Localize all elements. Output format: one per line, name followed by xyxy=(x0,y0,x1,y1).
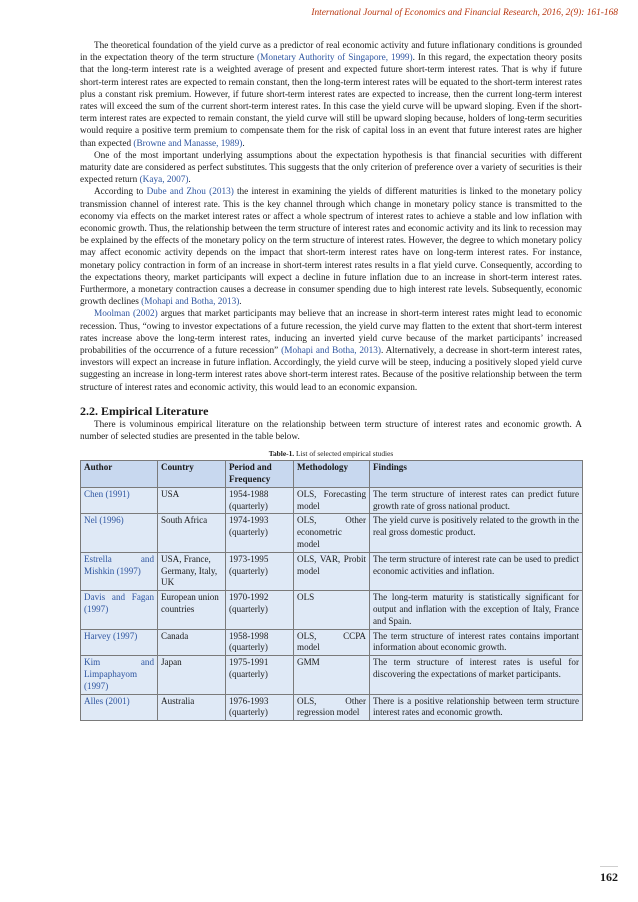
paragraph-expectation-theory xyxy=(80,40,582,150)
table-row xyxy=(81,629,583,656)
citation-link[interactable]: (Browne and Manasse, 1989) xyxy=(133,138,243,149)
text: argues that market participants may believe that an increase in short-term interest rates might lead to economic recession. Thus, “owing to investor expectations of a future recession, the yield curve may flatten to the extent that short-term interest rates increase above the long-term interest rates, inducing an inverted yield curve because of the market participants’ increased probabilities of the occurrence of a future recession” xyxy=(80,309,582,357)
methodology-cell: OLS, Forecasting model xyxy=(294,487,370,514)
findings-cell: The long-term maturity is statistically significant for output and inflation with the exception of Italy, France and Spain. xyxy=(370,591,583,629)
column-header-country: Country xyxy=(158,461,226,488)
text: According to xyxy=(94,187,147,198)
period-years: 1954-1988 xyxy=(229,488,269,499)
findings-cell: The yield curve is positively related to the growth in the real gross domestic product. xyxy=(370,514,583,552)
table-row xyxy=(81,694,583,721)
author-cell[interactable]: Chen (1991) xyxy=(81,487,158,514)
table-caption-label: Table-1. xyxy=(268,449,295,459)
paragraph-empirical-intro: There is voluminous empirical literature on the relationship between term structure of interest rates and economic growth. A number of selected studies are presented in the table below. xyxy=(80,419,582,443)
citation-link[interactable]: (Mohapi and Botha, 2013) xyxy=(281,346,381,357)
citation-link[interactable]: Dube and Zhou (2013) xyxy=(146,187,234,198)
journal-name: International Journal of Economics and Financial Research xyxy=(311,8,538,18)
table-row xyxy=(81,552,583,590)
table-header-row xyxy=(81,461,583,488)
author-cell[interactable]: Alles (2001) xyxy=(81,694,158,721)
author-cell[interactable]: Kim and Limpaphayom (1997) xyxy=(81,656,158,694)
period-frequency: (quarterly) xyxy=(229,565,268,576)
period-frequency: (quarterly) xyxy=(229,527,268,538)
period-years: 1975-1991 xyxy=(229,657,269,668)
table-row xyxy=(81,591,583,629)
period-years: 1974-1993 xyxy=(229,515,269,526)
period-cell xyxy=(226,656,294,694)
table-row xyxy=(81,656,583,694)
text: . xyxy=(242,138,245,149)
country-cell: Japan xyxy=(158,656,226,694)
findings-cell: The term structure of interest rates is useful for discovering the expectations of market participants. xyxy=(370,656,583,694)
country-cell: South Africa xyxy=(158,514,226,552)
methodology-cell: GMM xyxy=(294,656,370,694)
period-cell xyxy=(226,591,294,629)
text: . xyxy=(188,175,191,186)
period-years: 1970-1992 xyxy=(229,592,269,603)
period-frequency: (quarterly) xyxy=(229,500,268,511)
citation-link[interactable]: (Kaya, 2007) xyxy=(139,175,189,186)
page-number: 162 xyxy=(600,870,618,884)
table-caption-text: List of selected empirical studies xyxy=(294,449,394,459)
paragraph-substitutes xyxy=(80,150,582,187)
country-cell: USA xyxy=(158,487,226,514)
author-cell[interactable]: Harvey (1997) xyxy=(81,629,158,656)
paragraph-monetary-policy xyxy=(80,186,582,308)
empirical-studies-table xyxy=(80,460,583,721)
text: . xyxy=(239,297,242,308)
citation-link[interactable]: (Mohapi and Botha, 2013) xyxy=(141,297,240,308)
text: . Alternatively, a decrease in short-term interest rates, investors will expect an increase in future inflation. Accordingly, the yield curve will be steep, inducing a positively sloped yield curve suggesting an increase in long-term interest rates above short-term interest rates. Because of the positive relationship between the term structure of interest rates and economic activity, this would lead to an economic expansion. xyxy=(80,346,582,393)
findings-cell: The term structure of interest rates contains important information about economic growth. xyxy=(370,629,583,656)
column-header-findings: Findings xyxy=(370,461,583,488)
period-frequency: (quarterly) xyxy=(229,669,268,680)
page-content xyxy=(80,40,582,721)
column-header-methodology: Methodology xyxy=(294,461,370,488)
citation-link[interactable]: (Monetary Authority of Singapore, 1999) xyxy=(257,53,413,64)
country-cell: Australia xyxy=(158,694,226,721)
period-cell xyxy=(226,514,294,552)
period-cell xyxy=(226,694,294,721)
period-cell xyxy=(226,552,294,590)
text: The theoretical foundation of the yield curve as a predictor of real economic activity and future inflationary conditions is grounded in the expectation theory of the term structure xyxy=(80,41,582,64)
methodology-cell: OLS, Other econometric model xyxy=(294,514,370,552)
period-cell xyxy=(226,629,294,656)
period-years: 1973-1995 xyxy=(229,553,269,564)
text: One of the most important underlying assumptions about the expectation hypothesis is that financial securities with different maturity date are considered as perfect substitutes. This suggests that the only criterion of preference over a variety of securities is their expected return xyxy=(80,150,582,186)
column-header-period: Period and Frequency xyxy=(226,461,294,488)
period-years: 1958-1998 xyxy=(229,630,269,641)
findings-cell: The term structure of interest rate can be used to predict economic activities and inflation. xyxy=(370,552,583,590)
text: the interest in examining the yields of different maturities is linked to the monetary policy transmission channel of interest rate. This is the key channel through which change in monetary policy stance is transmitted to the economy via effects on the market interest rates or affect a whole spectrum of interest rates to achieve a stable and low inflation with economic growth. Thus, the relationship between the term structure of interest rates and economic activity and its link to recession may be explained by the effects of the monetary policy on the term structure of interest rates. However, the degree to which monetary policy may affect economic activity depends on the impact that short-term interest rates have on long-term interest rates. For instance, monetary policy contraction in form of an increase in short-term interest rates results in a flat yield curve. Consequently, according to the expectations theory, market participants will expect a decline in future inflation due to an increase in short-term interest rates. Furthermore, a monetary contraction causes a decrease in consumer spending due to high interest rate levels. Subsequently, economic growth declines xyxy=(80,187,583,308)
column-header-author: Author xyxy=(81,461,158,488)
text: . In this regard, the expectation theory posits that the long-term interest rate is a weighted average of present and expected future short-term interest rates. That is why if future short-term interest rates are expected to remain constant, then the long-term interest rates will be equated to the short-term interest rates plus a constant risk premium. However, if future short-term interest rates are expected to increase, then the current long-term interest rates will exceed the sum of the current short-term interest rates. In this case the yield curve will be upward sloping. Even if the short-term interest rates are expected to remain constant, the yield curve will still be upward sloping because, holders of long-term securities would require a positive term premium to compensate them for the risk of capital loss in an event that future interest rates are higher than expected xyxy=(80,53,583,149)
table-caption xyxy=(80,449,582,458)
methodology-cell: OLS xyxy=(294,591,370,629)
citation-link[interactable]: Moolman (2002) xyxy=(94,309,158,320)
table-row xyxy=(81,514,583,552)
findings-cell: There is a positive relationship between term structure interest rates and economic growth. xyxy=(370,694,583,721)
running-header xyxy=(0,8,618,18)
findings-cell: The term structure of interest rates can predict future growth rate of gross national product. xyxy=(370,487,583,514)
methodology-cell: OLS, VAR, Probit model xyxy=(294,552,370,590)
author-cell[interactable]: Estrella and Mishkin (1997) xyxy=(81,552,158,590)
journal-citation: , 2016, 2(9): 161-168 xyxy=(537,8,618,18)
methodology-cell: OLS, CCPA model xyxy=(294,629,370,656)
table-row xyxy=(81,487,583,514)
period-frequency: (quarterly) xyxy=(229,707,268,718)
methodology-cell: OLS, Other regression model xyxy=(294,694,370,721)
author-cell[interactable]: Nel (1996) xyxy=(81,514,158,552)
period-cell xyxy=(226,487,294,514)
period-frequency: (quarterly) xyxy=(229,642,268,653)
period-frequency: (quarterly) xyxy=(229,604,268,615)
country-cell: Canada xyxy=(158,629,226,656)
period-years: 1976-1993 xyxy=(229,695,269,706)
country-cell: European union countries xyxy=(158,591,226,629)
page-number-rule xyxy=(600,866,618,867)
paragraph-recession xyxy=(80,308,582,393)
section-heading: 2.2. Empirical Literature xyxy=(80,403,209,418)
author-cell[interactable]: Davis and Fagan (1997) xyxy=(81,591,158,629)
country-cell: USA, France, Germany, Italy, UK xyxy=(158,552,226,590)
